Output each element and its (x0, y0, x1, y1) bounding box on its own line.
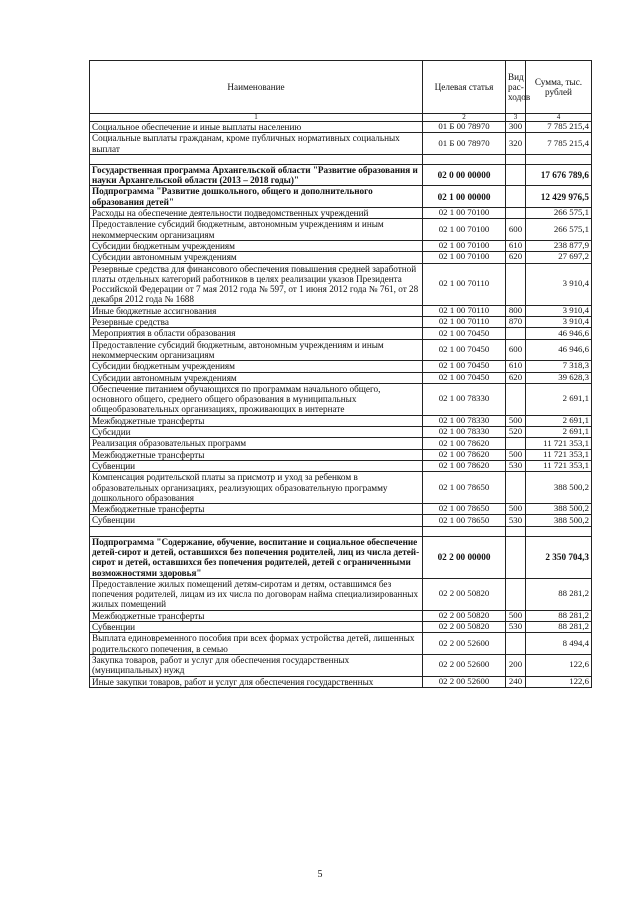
row-name: Межбюджетные трансферты (90, 504, 423, 515)
row-expense-type: 530 (506, 622, 526, 633)
row-target-code: 02 1 00 78620 (423, 449, 506, 460)
spacer-row (90, 526, 592, 536)
row-name: Расходы на обеспечение деятельности подведомственных учреждений (90, 208, 423, 219)
row-name: Резервные средства (90, 317, 423, 328)
row-name: Иные закупки товаров, работ и услуг для обеспечения государственных (90, 676, 423, 687)
row-target-code: 02 1 00 70100 (423, 240, 506, 251)
table-row (90, 372, 592, 383)
row-target-code: 02 1 00 70100 (423, 219, 506, 241)
table-body (90, 122, 592, 688)
row-name: Субсидии автономным учреждениям (90, 252, 423, 263)
row-amount: 39 628,3 (526, 372, 592, 383)
table-row (90, 654, 592, 676)
table-row (90, 449, 592, 460)
row-name: Компенсация родительской платы за присмотр и уход за ребенком в образовательных организациях, реализующих образовательную программу дошкольного образования (90, 472, 423, 504)
budget-table (89, 60, 592, 688)
row-amount: 266 575,1 (526, 219, 592, 241)
row-expense-type: 610 (506, 240, 526, 251)
row-amount: 266 575,1 (526, 208, 592, 219)
row-target-code: 02 1 00 70100 (423, 252, 506, 263)
row-expense-type: 240 (506, 676, 526, 687)
row-expense-type (506, 472, 526, 504)
column-number: 3 (506, 114, 526, 122)
table-row (90, 438, 592, 449)
table-row (90, 383, 592, 415)
row-amount: 27 697,2 (526, 252, 592, 263)
row-target-code: 02 2 00 50820 (423, 622, 506, 633)
table-row (90, 515, 592, 526)
row-expense-type: 610 (506, 361, 526, 372)
row-name: Субвенции (90, 460, 423, 471)
table-row (90, 578, 592, 610)
table-row (90, 186, 592, 208)
table-row (90, 504, 592, 515)
row-target-code: 02 1 00 70450 (423, 361, 506, 372)
row-amount: 2 691,1 (526, 383, 592, 415)
row-expense-type: 500 (506, 504, 526, 515)
row-expense-type: 870 (506, 317, 526, 328)
row-amount: 88 281,2 (526, 578, 592, 610)
row-name: Субвенции (90, 622, 423, 633)
row-expense-type: 800 (506, 305, 526, 316)
table-row (90, 305, 592, 316)
header-name: Наименование (90, 61, 423, 114)
table-row (90, 633, 592, 655)
row-target-code: 02 1 00 70450 (423, 339, 506, 361)
row-target-code: 02 1 00 70450 (423, 372, 506, 383)
row-name: Субсидии автономным учреждениям (90, 372, 423, 383)
row-name: Субсидии (90, 427, 423, 438)
row-name: Реализация образовательных программ (90, 438, 423, 449)
row-amount: 11 721 353,1 (526, 460, 592, 471)
row-amount: 2 691,1 (526, 427, 592, 438)
row-target-code: 02 1 00 70100 (423, 208, 506, 219)
row-expense-type: 320 (506, 133, 526, 155)
row-target-code: 02 2 00 52600 (423, 654, 506, 676)
row-amount: 7 318,3 (526, 361, 592, 372)
spacer-cell (90, 526, 423, 536)
header-amount: Сумма, тыс. рублей (526, 61, 592, 114)
row-target-code: 02 2 00 52600 (423, 633, 506, 655)
row-expense-type (506, 383, 526, 415)
row-expense-type (506, 328, 526, 339)
row-target-code: 02 1 00 78330 (423, 415, 506, 426)
row-target-code: 02 1 00 00000 (423, 186, 506, 208)
table-row (90, 240, 592, 251)
header-row (90, 61, 592, 114)
row-amount: 11 721 353,1 (526, 438, 592, 449)
row-expense-type: 500 (506, 449, 526, 460)
table-row (90, 219, 592, 241)
row-name: Подпрограмма "Содержание, обучение, воспитание и социальное обеспечение детей-сирот и детей, оставшихся без попечения родителей, лиц из числа детей-сирот и детей, оставшихся без попечения родителей, детей с ограниченными возможностями здоровья" (90, 536, 423, 578)
row-target-code: 02 2 00 50820 (423, 578, 506, 610)
table-row (90, 208, 592, 219)
row-amount: 122,6 (526, 654, 592, 676)
row-name: Предоставление субсидий бюджетным, автономным учреждениям и иным некоммерческим организациям (90, 219, 423, 241)
row-expense-type: 200 (506, 654, 526, 676)
row-target-code: 02 1 00 78650 (423, 504, 506, 515)
spacer-cell (90, 154, 423, 164)
table-row (90, 427, 592, 438)
row-amount: 3 910,4 (526, 263, 592, 305)
row-target-code: 02 1 00 70110 (423, 317, 506, 328)
row-expense-type: 620 (506, 372, 526, 383)
spacer-cell (526, 526, 592, 536)
row-target-code: 02 2 00 00000 (423, 536, 506, 578)
row-target-code: 02 2 00 52600 (423, 676, 506, 687)
row-amount: 388 500,2 (526, 504, 592, 515)
row-expense-type: 530 (506, 515, 526, 526)
table-row (90, 361, 592, 372)
row-amount: 12 429 976,5 (526, 186, 592, 208)
row-amount: 238 877,9 (526, 240, 592, 251)
row-amount: 2 350 704,3 (526, 536, 592, 578)
row-target-code: 02 0 00 00000 (423, 164, 506, 186)
table-row (90, 676, 592, 687)
row-expense-type: 530 (506, 460, 526, 471)
row-target-code: 02 1 00 78650 (423, 472, 506, 504)
row-name: Социальные выплаты гражданам, кроме публичных нормативных социальных выплат (90, 133, 423, 155)
row-expense-type (506, 208, 526, 219)
row-name: Предоставление субсидий бюджетным, автономным учреждениям и иным некоммерческим организациям (90, 339, 423, 361)
row-amount: 3 910,4 (526, 305, 592, 316)
table-row (90, 164, 592, 186)
row-name: Мероприятия в области образования (90, 328, 423, 339)
spacer-cell (506, 526, 526, 536)
row-name: Субсидии бюджетным учреждениям (90, 361, 423, 372)
row-name: Субвенции (90, 515, 423, 526)
row-target-code: 02 1 00 70110 (423, 305, 506, 316)
table-row (90, 122, 592, 133)
row-expense-type (506, 438, 526, 449)
row-name: Закупка товаров, работ и услуг для обеспечения государственных (муниципальных) нужд (90, 654, 423, 676)
row-amount: 46 946,6 (526, 328, 592, 339)
row-expense-type: 500 (506, 415, 526, 426)
row-expense-type (506, 263, 526, 305)
row-expense-type (506, 578, 526, 610)
row-target-code: 02 1 00 78620 (423, 438, 506, 449)
spacer-cell (423, 154, 506, 164)
row-amount: 388 500,2 (526, 472, 592, 504)
row-amount: 3 910,4 (526, 317, 592, 328)
row-expense-type (506, 164, 526, 186)
table-row (90, 415, 592, 426)
row-expense-type (506, 633, 526, 655)
spacer-cell (423, 526, 506, 536)
table-row (90, 317, 592, 328)
row-target-code: 01 Б 00 78970 (423, 122, 506, 133)
row-target-code: 02 1 00 78650 (423, 515, 506, 526)
row-name: Социальное обеспечение и иные выплаты населению (90, 122, 423, 133)
row-name: Межбюджетные трансферты (90, 415, 423, 426)
row-amount: 2 691,1 (526, 415, 592, 426)
row-amount: 88 281,2 (526, 622, 592, 633)
page-number: 5 (317, 869, 323, 880)
row-target-code: 02 1 00 78620 (423, 460, 506, 471)
row-amount: 88 281,2 (526, 610, 592, 621)
row-expense-type: 500 (506, 610, 526, 621)
row-name: Предоставление жилых помещений детям-сиротам и детям, оставшимся без попечения родителей, лицам из их числа по договорам найма специализированных жилых помещений (90, 578, 423, 610)
row-expense-type: 620 (506, 252, 526, 263)
row-amount: 122,6 (526, 676, 592, 687)
row-amount: 11 721 353,1 (526, 449, 592, 460)
row-expense-type: 300 (506, 122, 526, 133)
row-name: Государственная программа Архангельской области "Развитие образования и науки Архангельской области (2013 – 2018 годы)" (90, 164, 423, 186)
row-name: Резервные средства для финансового обеспечения повышения средней заработной платы отдельных категорий работников в целях реализации указов Президента Российской Федерации от 7 мая 2012 года № 597, от 1 июня 2012 года № 761, от 28 декабря 2012 года № 1688 (90, 263, 423, 305)
table-row (90, 536, 592, 578)
table-row (90, 133, 592, 155)
row-expense-type: 600 (506, 219, 526, 241)
spacer-cell (506, 154, 526, 164)
row-amount: 7 785 215,4 (526, 133, 592, 155)
row-expense-type (506, 536, 526, 578)
row-name: Обеспечение питанием обучающихся по программам начального общего, основного общего, среднего общего образования в муниципальных общеобразовательных организациях, проживающих в интернате (90, 383, 423, 415)
table-row (90, 328, 592, 339)
row-name: Подпрограмма "Развитие дошкольного, общего и дополнительного образования детей" (90, 186, 423, 208)
row-target-code: 02 1 00 78330 (423, 383, 506, 415)
row-name: Межбюджетные трансферты (90, 449, 423, 460)
row-target-code: 02 2 00 50820 (423, 610, 506, 621)
row-amount: 388 500,2 (526, 515, 592, 526)
table-row (90, 622, 592, 633)
row-expense-type: 520 (506, 427, 526, 438)
spacer-cell (526, 154, 592, 164)
column-number: 2 (423, 114, 506, 122)
row-target-code: 02 1 00 78330 (423, 427, 506, 438)
row-name: Субсидии бюджетным учреждениям (90, 240, 423, 251)
row-name: Иные бюджетные ассигнования (90, 305, 423, 316)
row-amount: 46 946,6 (526, 339, 592, 361)
row-expense-type: 600 (506, 339, 526, 361)
row-amount: 17 676 789,6 (526, 164, 592, 186)
column-number: 4 (526, 114, 592, 122)
row-name: Межбюджетные трансферты (90, 610, 423, 621)
row-target-code: 01 Б 00 78970 (423, 133, 506, 155)
table-row (90, 610, 592, 621)
header-target: Целевая статья (423, 61, 506, 114)
column-number: 1 (90, 114, 423, 122)
table-row (90, 460, 592, 471)
header-expense-type: Вид рас-ходов (506, 61, 526, 114)
table-row (90, 252, 592, 263)
row-amount: 7 785 215,4 (526, 122, 592, 133)
spacer-row (90, 154, 592, 164)
row-target-code: 02 1 00 70110 (423, 263, 506, 305)
row-amount: 8 494,4 (526, 633, 592, 655)
table-row (90, 472, 592, 504)
table-row (90, 263, 592, 305)
row-expense-type (506, 186, 526, 208)
table-row (90, 339, 592, 361)
row-target-code: 02 1 00 70450 (423, 328, 506, 339)
row-name: Выплата единовременного пособия при всех формах устройства детей, лишенных родительского попечения, в семью (90, 633, 423, 655)
